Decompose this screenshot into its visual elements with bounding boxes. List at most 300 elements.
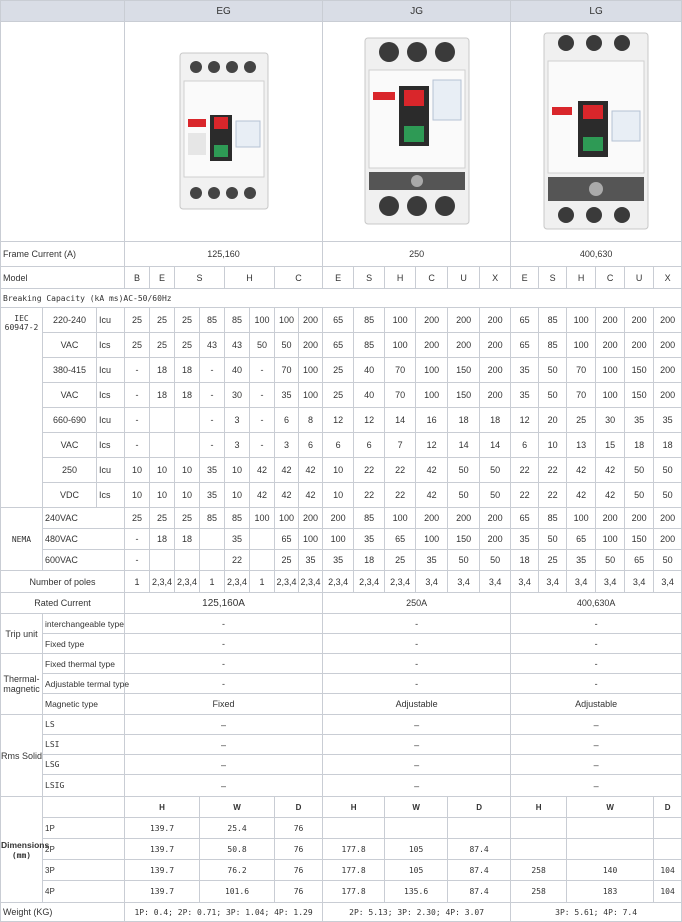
lg-value-cell: 65	[511, 333, 539, 358]
thermal-jg: -	[323, 674, 511, 694]
eg-value-cell: 25	[150, 308, 175, 333]
eg-value-cell: 42	[275, 458, 299, 483]
rms-row-name: LSI	[43, 735, 125, 755]
jg-value-cell: 18	[480, 408, 511, 433]
voltage-label: 250	[43, 458, 97, 483]
lg-value-cell: 42	[567, 458, 596, 483]
dim-value-cell: 87.4	[448, 839, 511, 860]
eg-value-cell: 70	[275, 358, 299, 383]
jg-value-cell: 200	[448, 333, 480, 358]
jg-value-cell: 14	[385, 408, 416, 433]
jg-value-cell: 14	[448, 433, 480, 458]
rms-lg: –	[511, 775, 682, 797]
jg-value-cell: 42	[416, 458, 448, 483]
jg-value-cell: 6	[354, 433, 385, 458]
model-jg-cell: X	[480, 267, 511, 289]
thermal-lg: -	[511, 654, 682, 674]
thermal-jg: -	[323, 654, 511, 674]
dim-header: D	[654, 797, 682, 818]
eg-value-cell: 85	[225, 308, 250, 333]
dim-value-cell: 104	[654, 860, 682, 881]
iec-label-1: IEC	[14, 314, 29, 323]
rms-row-name: LS	[43, 715, 125, 735]
lg-value-cell: 50	[654, 550, 682, 571]
dim-value-cell	[654, 839, 682, 860]
header-blank	[1, 1, 125, 22]
jg-value-cell: 70	[385, 383, 416, 408]
model-lg-cell: U	[625, 267, 654, 289]
nema-voltage: 480VAC	[43, 529, 125, 550]
lg-value-cell: 6	[511, 433, 539, 458]
header-eg: EG	[125, 1, 323, 22]
lg-value-cell: 30	[596, 408, 625, 433]
nema-voltage: 240VAC	[43, 508, 125, 529]
model-eg-cell: H	[225, 267, 275, 289]
capacity-type: Icu	[97, 358, 125, 383]
lg-value-cell: 70	[567, 383, 596, 408]
model-lg-cell: C	[596, 267, 625, 289]
rms-jg: –	[323, 715, 511, 735]
eg-value-cell: 100	[299, 529, 323, 550]
dim-value-cell: 25.4	[200, 818, 275, 839]
jg-value-cell: 50	[448, 550, 480, 571]
eg-value-cell: -	[200, 358, 225, 383]
dim-header: H	[511, 797, 567, 818]
rated-current-lg: 400,630A	[511, 593, 682, 614]
jg-value-cell: 200	[448, 308, 480, 333]
poles-lg-cell: 3,4	[539, 571, 567, 593]
dim-value-cell: 76	[275, 860, 323, 881]
dim-value-cell: 177.8	[323, 839, 385, 860]
poles-lg-cell: 3,4	[596, 571, 625, 593]
eg-value-cell: 10	[225, 458, 250, 483]
eg-value-cell: 8	[299, 408, 323, 433]
eg-value-cell: -	[250, 358, 275, 383]
eg-value-cell: -	[125, 529, 150, 550]
jg-value-cell: 25	[323, 383, 354, 408]
jg-value-cell: 70	[385, 358, 416, 383]
thermal-magnetic-label	[1, 654, 43, 715]
eg-value-cell: 25	[125, 333, 150, 358]
poles-eg-cell: 2,3,4	[175, 571, 200, 593]
lg-value-cell: 50	[654, 458, 682, 483]
jg-value-cell: 7	[385, 433, 416, 458]
eg-value-cell	[175, 550, 200, 571]
frame-current-lg: 400,630	[511, 242, 682, 267]
dim-value-cell: 50.8	[200, 839, 275, 860]
lg-value-cell: 35	[625, 408, 654, 433]
model-jg-cell: C	[416, 267, 448, 289]
jg-value-cell: 200	[480, 308, 511, 333]
rms-lg: –	[511, 755, 682, 775]
lg-value-cell: 100	[596, 529, 625, 550]
eg-value-cell: 100	[299, 383, 323, 408]
eg-value-cell: 100	[299, 358, 323, 383]
model-jg-cell: E	[323, 267, 354, 289]
jg-value-cell: 10	[323, 483, 354, 508]
dim-value-cell	[511, 839, 567, 860]
eg-value-cell: 25	[175, 333, 200, 358]
voltage-label: 660-690	[43, 408, 97, 433]
eg-value-cell: 65	[275, 529, 299, 550]
iec-label	[1, 308, 43, 508]
eg-value-cell: 35	[299, 550, 323, 571]
poles-eg-cell: 2,3,4	[275, 571, 299, 593]
lg-value-cell: 200	[625, 308, 654, 333]
dim-pole-label: 4P	[43, 881, 125, 903]
eg-value-cell: 18	[150, 529, 175, 550]
thermal-row-name: Adjustable termal type	[43, 674, 125, 694]
lg-value-cell: 50	[596, 550, 625, 571]
eg-value-cell	[250, 550, 275, 571]
lg-value-cell: 25	[567, 408, 596, 433]
lg-value-cell: 50	[625, 483, 654, 508]
eg-value-cell: 43	[225, 333, 250, 358]
rms-solid-label: Rms Solid	[1, 715, 43, 797]
frame-current-jg: 250	[323, 242, 511, 267]
jg-value-cell: 40	[354, 383, 385, 408]
lg-value-cell: 100	[567, 333, 596, 358]
lg-value-cell: 65	[511, 308, 539, 333]
lg-value-cell: 35	[511, 383, 539, 408]
lg-value-cell: 200	[596, 333, 625, 358]
jg-value-cell: 100	[416, 358, 448, 383]
eg-value-cell: 10	[175, 483, 200, 508]
lg-value-cell: 200	[654, 358, 682, 383]
dim-value-cell: 139.7	[125, 881, 200, 903]
eg-value-cell: 6	[299, 433, 323, 458]
frame-current-label: Frame Current (A)	[1, 242, 125, 267]
trip-unit-lg: -	[511, 614, 682, 634]
dim-pole-label: 3P	[43, 860, 125, 881]
jg-value-cell: 25	[323, 358, 354, 383]
dim-value-cell: 139.7	[125, 839, 200, 860]
model-eg-cell: B	[125, 267, 150, 289]
dim-header: W	[385, 797, 448, 818]
lg-value-cell: 200	[596, 308, 625, 333]
jg-value-cell: 22	[385, 483, 416, 508]
eg-value-cell: 10	[150, 458, 175, 483]
nema-voltage: 600VAC	[43, 550, 125, 571]
thermal-lg: Adjustable	[511, 694, 682, 715]
eg-value-cell: 42	[299, 458, 323, 483]
rms-eg: –	[125, 735, 323, 755]
model-lg-cell: S	[539, 267, 567, 289]
eg-value-cell: -	[125, 358, 150, 383]
model-eg-cell: C	[275, 267, 323, 289]
jg-value-cell: 12	[416, 433, 448, 458]
rms-eg: –	[125, 715, 323, 735]
poles-label: Number of poles	[1, 571, 125, 593]
thermal-eg: -	[125, 654, 323, 674]
eg-value-cell: 10	[150, 483, 175, 508]
poles-eg-cell: 2,3,4	[225, 571, 250, 593]
jg-value-cell: 200	[416, 508, 448, 529]
eg-value-cell: 25	[125, 308, 150, 333]
jg-value-cell: 25	[385, 550, 416, 571]
lg-value-cell: 25	[539, 550, 567, 571]
jg-value-cell: 10	[323, 458, 354, 483]
eg-value-cell: 25	[150, 333, 175, 358]
lg-value-cell: 13	[567, 433, 596, 458]
jg-value-cell: 14	[480, 433, 511, 458]
dim-value-cell	[448, 818, 511, 839]
lg-value-cell: 50	[625, 458, 654, 483]
iec-label-2: 60947-2	[4, 323, 39, 332]
lg-value-cell: 35	[567, 550, 596, 571]
eg-value-cell: 35	[200, 458, 225, 483]
header-jg: JG	[323, 1, 511, 22]
breaking-capacity-label: Breaking Capacity (kA ms)AC-50/60Hz	[1, 289, 682, 308]
eg-value-cell: 100	[275, 308, 299, 333]
lg-value-cell: 65	[567, 529, 596, 550]
trip-unit-jg: -	[323, 634, 511, 654]
jg-value-cell: 22	[385, 458, 416, 483]
eg-value-cell: 85	[225, 508, 250, 529]
dim-value-cell: 140	[567, 860, 654, 881]
dim-value-cell: 87.4	[448, 881, 511, 903]
eg-value-cell: 25	[275, 550, 299, 571]
jg-value-cell: 40	[354, 358, 385, 383]
poles-jg-cell: 3,4	[416, 571, 448, 593]
lg-value-cell: 18	[654, 433, 682, 458]
dim-value-cell	[385, 818, 448, 839]
nema-label: NEMA	[1, 508, 43, 571]
jg-value-cell: 150	[448, 383, 480, 408]
jg-value-cell: 150	[448, 529, 480, 550]
jg-value-cell: 12	[354, 408, 385, 433]
jg-value-cell: 50	[480, 458, 511, 483]
dim-value-cell: 139.7	[125, 818, 200, 839]
jg-value-cell: 200	[480, 529, 511, 550]
eg-value-cell: -	[125, 550, 150, 571]
eg-value-cell: 200	[299, 333, 323, 358]
lg-value-cell: 100	[567, 508, 596, 529]
poles-lg-cell: 3,4	[567, 571, 596, 593]
dim-value-cell	[654, 818, 682, 839]
trip-unit-label: Trip unit	[1, 614, 43, 654]
jg-value-cell: 200	[323, 508, 354, 529]
image-blank	[1, 22, 125, 242]
jg-value-cell: 100	[323, 529, 354, 550]
jg-value-cell: 100	[385, 508, 416, 529]
weight-eg: 1P: 0.4; 2P: 0.71; 3P: 1.04; 4P: 1.29	[125, 903, 323, 922]
lg-value-cell: 200	[654, 333, 682, 358]
lg-value-cell: 15	[596, 433, 625, 458]
model-jg-cell: H	[385, 267, 416, 289]
lg-value-cell: 150	[625, 358, 654, 383]
eg-value-cell: -	[250, 433, 275, 458]
rms-jg: –	[323, 755, 511, 775]
voltage-label: VAC	[43, 433, 97, 458]
poles-lg-cell: 3,4	[625, 571, 654, 593]
jg-value-cell: 150	[448, 358, 480, 383]
lg-value-cell: 20	[539, 408, 567, 433]
eg-value-cell: 35	[200, 483, 225, 508]
thermal-label-1: Thermal-	[3, 674, 40, 684]
dim-value-cell: 183	[567, 881, 654, 903]
lg-value-cell: 85	[539, 308, 567, 333]
dim-value-cell: 258	[511, 881, 567, 903]
eg-value-cell: -	[250, 408, 275, 433]
eg-value-cell: 18	[175, 529, 200, 550]
jg-value-cell: 18	[448, 408, 480, 433]
jg-value-cell: 16	[416, 408, 448, 433]
jg-breaker-image	[323, 22, 511, 242]
thermal-row-name: Fixed thermal type	[43, 654, 125, 674]
eg-value-cell	[200, 550, 225, 571]
thermal-label-2: magnetic	[3, 684, 40, 694]
lg-value-cell: 12	[511, 408, 539, 433]
model-label: Model	[1, 267, 125, 289]
eg-value-cell: 42	[275, 483, 299, 508]
eg-value-cell: 18	[150, 358, 175, 383]
eg-value-cell: 25	[175, 308, 200, 333]
lg-value-cell: 150	[625, 529, 654, 550]
capacity-type: Ics	[97, 433, 125, 458]
thermal-lg: -	[511, 674, 682, 694]
poles-jg-cell: 2,3,4	[385, 571, 416, 593]
eg-value-cell: 18	[175, 358, 200, 383]
rms-jg: –	[323, 775, 511, 797]
eg-value-cell: 22	[225, 550, 250, 571]
eg-value-cell: 18	[150, 383, 175, 408]
eg-value-cell: 30	[225, 383, 250, 408]
dim-value-cell: 76	[275, 839, 323, 860]
eg-value-cell: 200	[299, 508, 323, 529]
lg-value-cell: 10	[539, 433, 567, 458]
dim-value-cell	[567, 839, 654, 860]
poles-jg-cell: 2,3,4	[323, 571, 354, 593]
dim-value-cell: 76.2	[200, 860, 275, 881]
capacity-type: Ics	[97, 483, 125, 508]
jg-breaker-icon	[361, 36, 473, 226]
rms-lg: –	[511, 735, 682, 755]
dim-header: W	[200, 797, 275, 818]
voltage-label: 220-240	[43, 308, 97, 333]
jg-value-cell: 200	[480, 508, 511, 529]
dimensions-label-1: Dimensions	[1, 839, 50, 850]
dim-header: W	[567, 797, 654, 818]
dim-value-cell: 258	[511, 860, 567, 881]
lg-value-cell: 65	[625, 550, 654, 571]
lg-value-cell: 100	[596, 383, 625, 408]
lg-value-cell: 200	[654, 308, 682, 333]
jg-value-cell: 50	[480, 550, 511, 571]
eg-value-cell: 43	[200, 333, 225, 358]
poles-eg-cell: 2,3,4	[299, 571, 323, 593]
lg-value-cell: 18	[511, 550, 539, 571]
trip-unit-row-name: interchangeable type	[43, 614, 125, 634]
rated-current-jg: 250A	[323, 593, 511, 614]
dim-value-cell: 104	[654, 881, 682, 903]
lg-value-cell: 22	[539, 458, 567, 483]
eg-value-cell: 10	[225, 483, 250, 508]
lg-value-cell: 35	[511, 529, 539, 550]
poles-eg-cell: 1	[200, 571, 225, 593]
eg-value-cell: 100	[250, 508, 275, 529]
poles-eg-cell: 1	[250, 571, 275, 593]
jg-value-cell: 100	[385, 333, 416, 358]
jg-value-cell: 18	[354, 550, 385, 571]
capacity-type: Ics	[97, 333, 125, 358]
lg-value-cell: 100	[567, 308, 596, 333]
poles-eg-cell: 1	[125, 571, 150, 593]
eg-value-cell: 25	[175, 508, 200, 529]
model-jg-cell: S	[354, 267, 385, 289]
lg-value-cell: 65	[511, 508, 539, 529]
trip-unit-jg: -	[323, 614, 511, 634]
eg-value-cell: 42	[250, 458, 275, 483]
dim-value-cell	[511, 818, 567, 839]
eg-value-cell: 50	[275, 333, 299, 358]
eg-value-cell	[150, 550, 175, 571]
lg-value-cell: 50	[539, 529, 567, 550]
jg-value-cell: 100	[385, 308, 416, 333]
eg-value-cell: -	[200, 433, 225, 458]
model-lg-cell: X	[654, 267, 682, 289]
eg-value-cell: -	[125, 383, 150, 408]
jg-value-cell: 100	[416, 529, 448, 550]
lg-value-cell: 200	[654, 529, 682, 550]
eg-value-cell: -	[125, 433, 150, 458]
jg-value-cell: 42	[416, 483, 448, 508]
jg-value-cell: 65	[323, 308, 354, 333]
eg-value-cell: 35	[225, 529, 250, 550]
eg-value-cell: 100	[275, 508, 299, 529]
eg-value-cell: 10	[175, 458, 200, 483]
dimensions-corner	[43, 797, 125, 818]
dim-header: D	[448, 797, 511, 818]
thermal-eg: -	[125, 674, 323, 694]
jg-value-cell: 65	[385, 529, 416, 550]
lg-value-cell: 50	[539, 383, 567, 408]
model-lg-cell: E	[511, 267, 539, 289]
eg-value-cell: 25	[150, 508, 175, 529]
jg-value-cell: 200	[480, 383, 511, 408]
model-eg-cell: E	[150, 267, 175, 289]
lg-value-cell: 50	[654, 483, 682, 508]
voltage-label: VAC	[43, 383, 97, 408]
dim-pole-label: 2P	[43, 839, 125, 860]
lg-value-cell: 42	[567, 483, 596, 508]
eg-value-cell	[175, 408, 200, 433]
weight-lg: 3P: 5.61; 4P: 7.4	[511, 903, 682, 922]
lg-value-cell: 22	[511, 458, 539, 483]
lg-value-cell: 22	[511, 483, 539, 508]
dim-value-cell: 105	[385, 860, 448, 881]
eg-value-cell: 85	[200, 508, 225, 529]
jg-value-cell: 200	[416, 333, 448, 358]
poles-jg-cell: 2,3,4	[354, 571, 385, 593]
eg-breaker-image	[125, 22, 323, 242]
jg-value-cell: 200	[480, 358, 511, 383]
rms-lg: –	[511, 715, 682, 735]
lg-value-cell: 35	[511, 358, 539, 383]
lg-value-cell: 200	[625, 508, 654, 529]
weight-label: Weight (KG)	[1, 903, 125, 922]
rms-eg: –	[125, 775, 323, 797]
frame-current-eg: 125,160	[125, 242, 323, 267]
eg-value-cell: 6	[275, 408, 299, 433]
voltage-label: 380-415	[43, 358, 97, 383]
poles-lg-cell: 3,4	[654, 571, 682, 593]
jg-value-cell: 85	[354, 333, 385, 358]
capacity-type: Icu	[97, 458, 125, 483]
eg-value-cell: 25	[125, 508, 150, 529]
jg-value-cell: 35	[416, 550, 448, 571]
dim-pole-label: 1P	[43, 818, 125, 839]
